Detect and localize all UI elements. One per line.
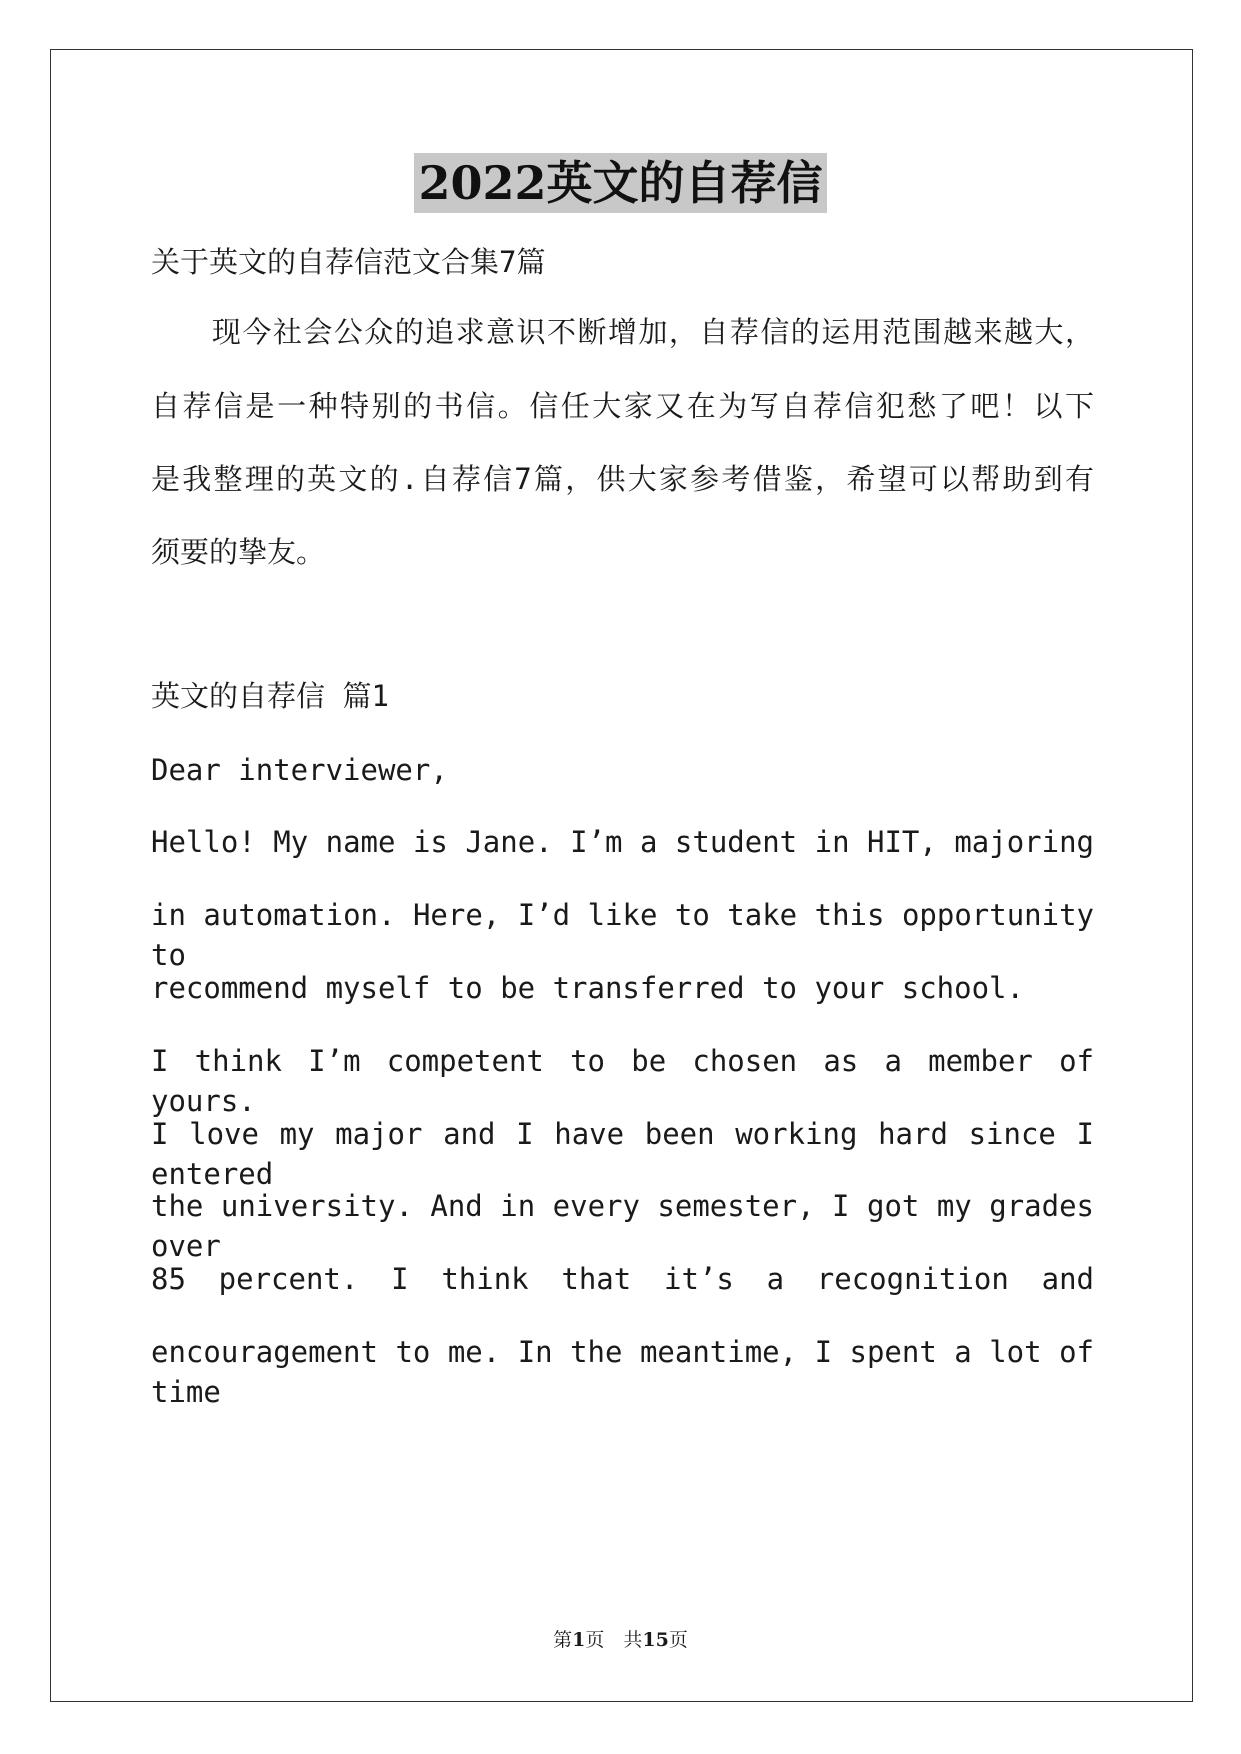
body-line-6: the university. And in every semester, I got my grades over: [151, 1189, 1094, 1263]
intro-line-2: 自荐信是一种特别的书信。信任大家又在为写自荐信犯愁了吧！以下: [151, 389, 1094, 423]
intro-line-3: 是我整理的英文的.自荐信7篇，供大家参考借鉴，希望可以帮助到有: [151, 462, 1094, 496]
section-heading: 英文的自荐信 篇1: [151, 679, 389, 713]
page-footer: [0, 1627, 1241, 1653]
footer-total-prefix: 共: [623, 1629, 643, 1651]
intro-line-1: 现今社会公众的追求意识不断增加，自荐信的运用范围越来越大，: [151, 315, 1094, 349]
salutation: Dear interviewer,: [151, 753, 448, 787]
body-line-4: I think I’m competent to be chosen as a member of yours.: [151, 1044, 1094, 1118]
body-line-3: recommend myself to be transferred to your school.: [151, 971, 1024, 1005]
page-border: [50, 49, 1193, 1702]
body-line-2: in automation. Here, I’d like to take this opportunity to: [151, 898, 1094, 972]
title-container: [0, 153, 1241, 213]
body-line-8: encouragement to me. In the meantime, I spent a lot of time: [151, 1335, 1094, 1409]
footer-total-pages: 15: [642, 1629, 669, 1651]
footer-current-page: 1: [572, 1629, 586, 1651]
body-line-5: I love my major and I have been working hard since I entered: [151, 1117, 1094, 1191]
document-subtitle: 关于英文的自荐信范文合集7篇: [151, 245, 546, 279]
footer-page-prefix: 第: [553, 1629, 573, 1651]
footer-total-suffix: 页: [668, 1629, 688, 1651]
document-title: 2022英文的自荐信: [414, 153, 826, 213]
body-line-7: 85 percent. I think that it’s a recognition and: [151, 1262, 1094, 1296]
intro-line-4: 须要的挚友。: [151, 535, 326, 569]
footer-page-suffix: 页: [585, 1629, 605, 1651]
body-line-1: Hello! My name is Jane. I’m a student in HIT, majoring: [151, 825, 1094, 859]
